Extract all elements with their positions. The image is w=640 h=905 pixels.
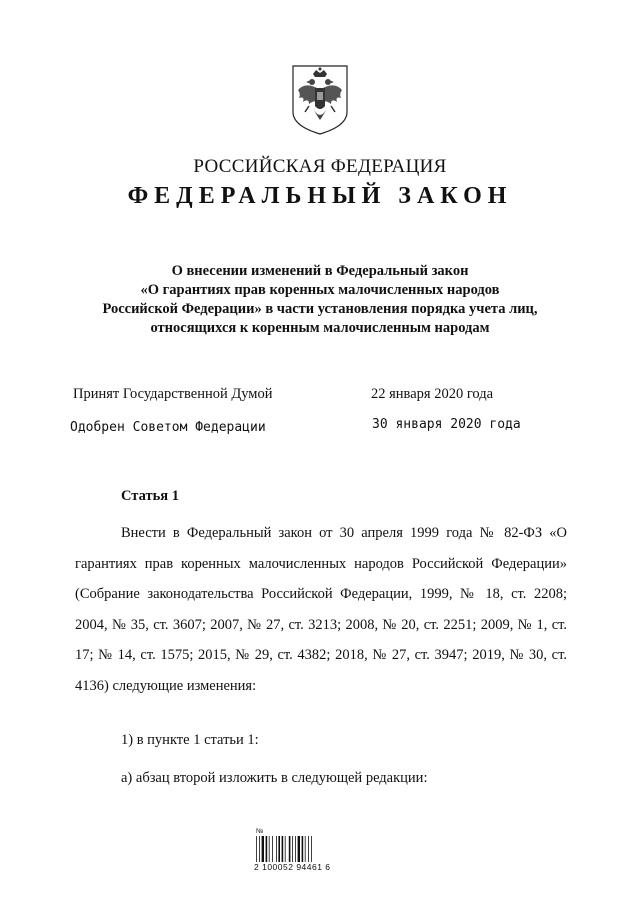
- barcode-bar: [295, 836, 296, 862]
- article-heading: Статья 1: [121, 488, 179, 504]
- barcode-bar: [266, 836, 268, 862]
- barcode-mark: №: [256, 828, 264, 835]
- council-approval-date: 30 января 2020 года: [372, 417, 521, 432]
- barcode-bar: [276, 836, 277, 862]
- barcode-bar: [282, 836, 284, 862]
- duma-adoption-label: Принят Государственной Думой: [73, 386, 273, 402]
- document-type: ФЕДЕРАЛЬНЫЙ ЗАКОН: [127, 183, 513, 209]
- barcode-bar: [285, 836, 286, 862]
- barcode-bar: [305, 836, 306, 862]
- barcode-bars: [256, 836, 312, 862]
- barcode-number: 2 100052 94461 6: [254, 862, 331, 872]
- country-name: РОССИЙСКАЯ ФЕДЕРАЦИЯ: [193, 156, 447, 177]
- barcode-bar: [272, 836, 273, 862]
- law-title-line: О внесении изменений в Федеральный закон: [171, 263, 469, 279]
- barcode-bar: [302, 836, 304, 862]
- list-item-a: а) абзац второй изложить в следующей редакции:: [121, 770, 428, 786]
- barcode-bar: [262, 836, 264, 862]
- law-title-line: Российской Федерации» в части установления порядка учета лиц,: [102, 301, 538, 317]
- law-title-line: «О гарантиях прав коренных малочисленных народов: [140, 282, 500, 298]
- council-approval-label: Одобрен Советом Федерации: [70, 420, 266, 435]
- barcode-bar: [256, 836, 257, 862]
- barcode-bar: [308, 836, 309, 862]
- article-body: [75, 518, 567, 701]
- barcode-bar: [298, 836, 300, 862]
- barcode-bar: [289, 836, 291, 862]
- barcode-bar: [259, 836, 260, 862]
- barcode-bar: [292, 836, 293, 862]
- barcode-bar: [278, 836, 280, 862]
- barcode-bar: [269, 836, 270, 862]
- list-item-1: 1) в пункте 1 статьи 1:: [121, 732, 259, 748]
- barcode-bar: [311, 836, 312, 862]
- duma-adoption-date: 22 января 2020 года: [371, 386, 494, 402]
- law-title: [70, 262, 570, 338]
- law-title-line: относящихся к коренным малочисленным народам: [150, 320, 490, 336]
- article-paragraph: Внести в Федеральный закон от 30 апреля 1999 года № 82-ФЗ «О гарантиях прав коренных малочисленных народов Российской Федерации» (Собрание законодательства Российской Федерации, 1999, № 18, ст. 2208; 2004, № 35, ст. 3607; 2007, № 27, ст. 3213; 2008, № 20, ст. 2251; 2009, № 1, ст. 17; № 14, ст. 1575; 2015, № 29, ст. 4382; 2018, № 27, ст. 3947; 2019, № 30, ст. 4136) следующие изменения:: [75, 525, 567, 694]
- russian-coat-of-arms-icon: [289, 64, 351, 136]
